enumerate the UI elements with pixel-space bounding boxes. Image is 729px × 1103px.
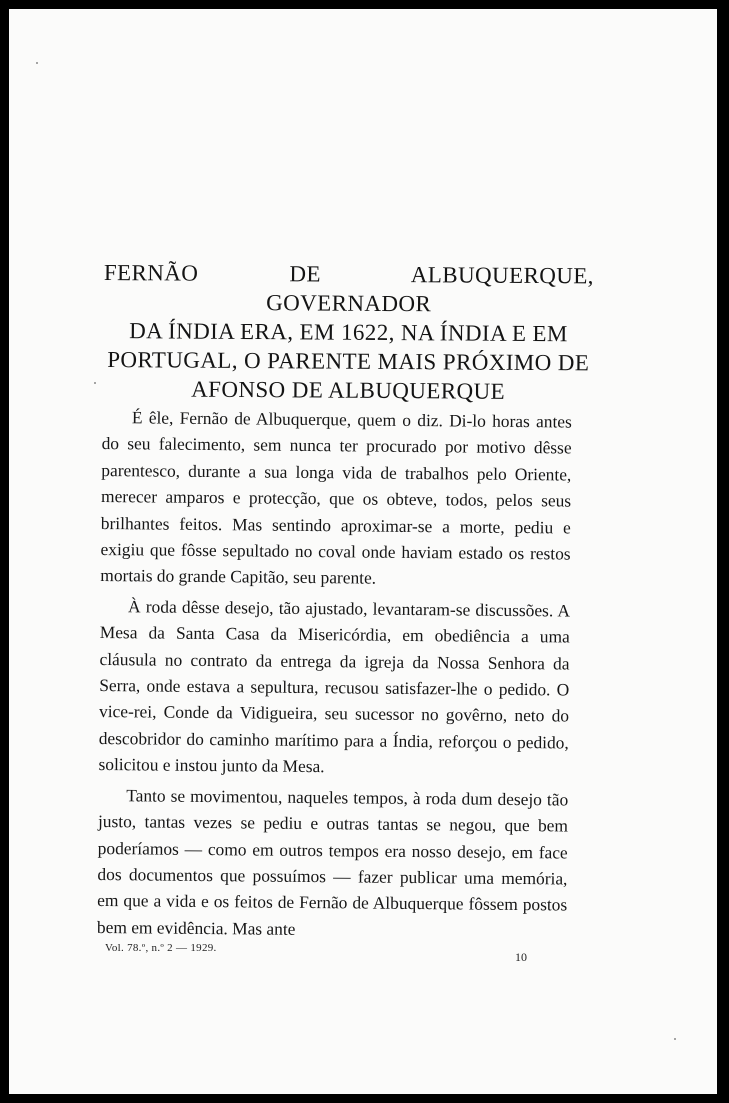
title-line-1: FERNÃO DE ALBUQUERQUE, GOVERNADOR [103,259,594,317]
paper-speck [674,1038,676,1040]
paper-speck [36,62,38,64]
paper-speck [94,382,96,384]
title-line-3: PORTUGAL, O PARENTE MAIS PRÓXIMO DE [107,347,590,376]
paragraph-2: À roda dêsse desejo, tão ajustado, levantaram-se discussões. A Mesa da Santa Casa da Misericórdia, em obediência a uma cláusula no contrato da entrega da igreja da Nossa Senhora da Serra, onde estava a sepultura, recusou satisfazer-lhe o pedido. O vice-rei, Conde da Vidigueira, seu sucessor no govêrno, neto do descobridor do caminho marítimo para a Índia, reforçou o pedido, solicitou e instou junto da Mesa. [98,596,571,777]
title-line-2: DA ÍNDIA ERA, EM 1622, NA ÍNDIA E EM [129,318,568,347]
title-line-4: AFONSO DE ALBUQUERQUE [191,376,506,404]
paragraph-3: Tanto se movimentou, naqueles tempos, à roda dum desejo tão justo, tantas vezes se pediu e outras tantas se negou, que bem poderíamos — como em outros tempos era nosso desejo, em face dos documentos que possuímos — fazer publicar uma memória, em que a vida e os feitos de Fernão de Albuquerque fôssem postos bem em evidência. Mas ante [96,784,569,939]
volume-info: Vol. 78.º, n.º 2 — 1929. [105,942,217,954]
paragraph-1: É êle, Fernão de Albuquerque, quem o diz. Di-lo horas antes do seu falecimento, sem nunca ter procurado por motivo dêsse parentesco, durante a sua longa vida de trabalhos pelo Oriente, merecer amparos e protecção, que os obteve, todos, pelos seus brilhantes feitos. Mas sentindo aproximar-se a morte, pediu e exigiu que fôsse sepultado no coval onde haviam estado os restos mortais do grande Capitão, seu parente. [100,407,572,589]
article-title [103,258,594,406]
signature-mark: 10 [515,950,527,964]
article-body [97,404,572,949]
